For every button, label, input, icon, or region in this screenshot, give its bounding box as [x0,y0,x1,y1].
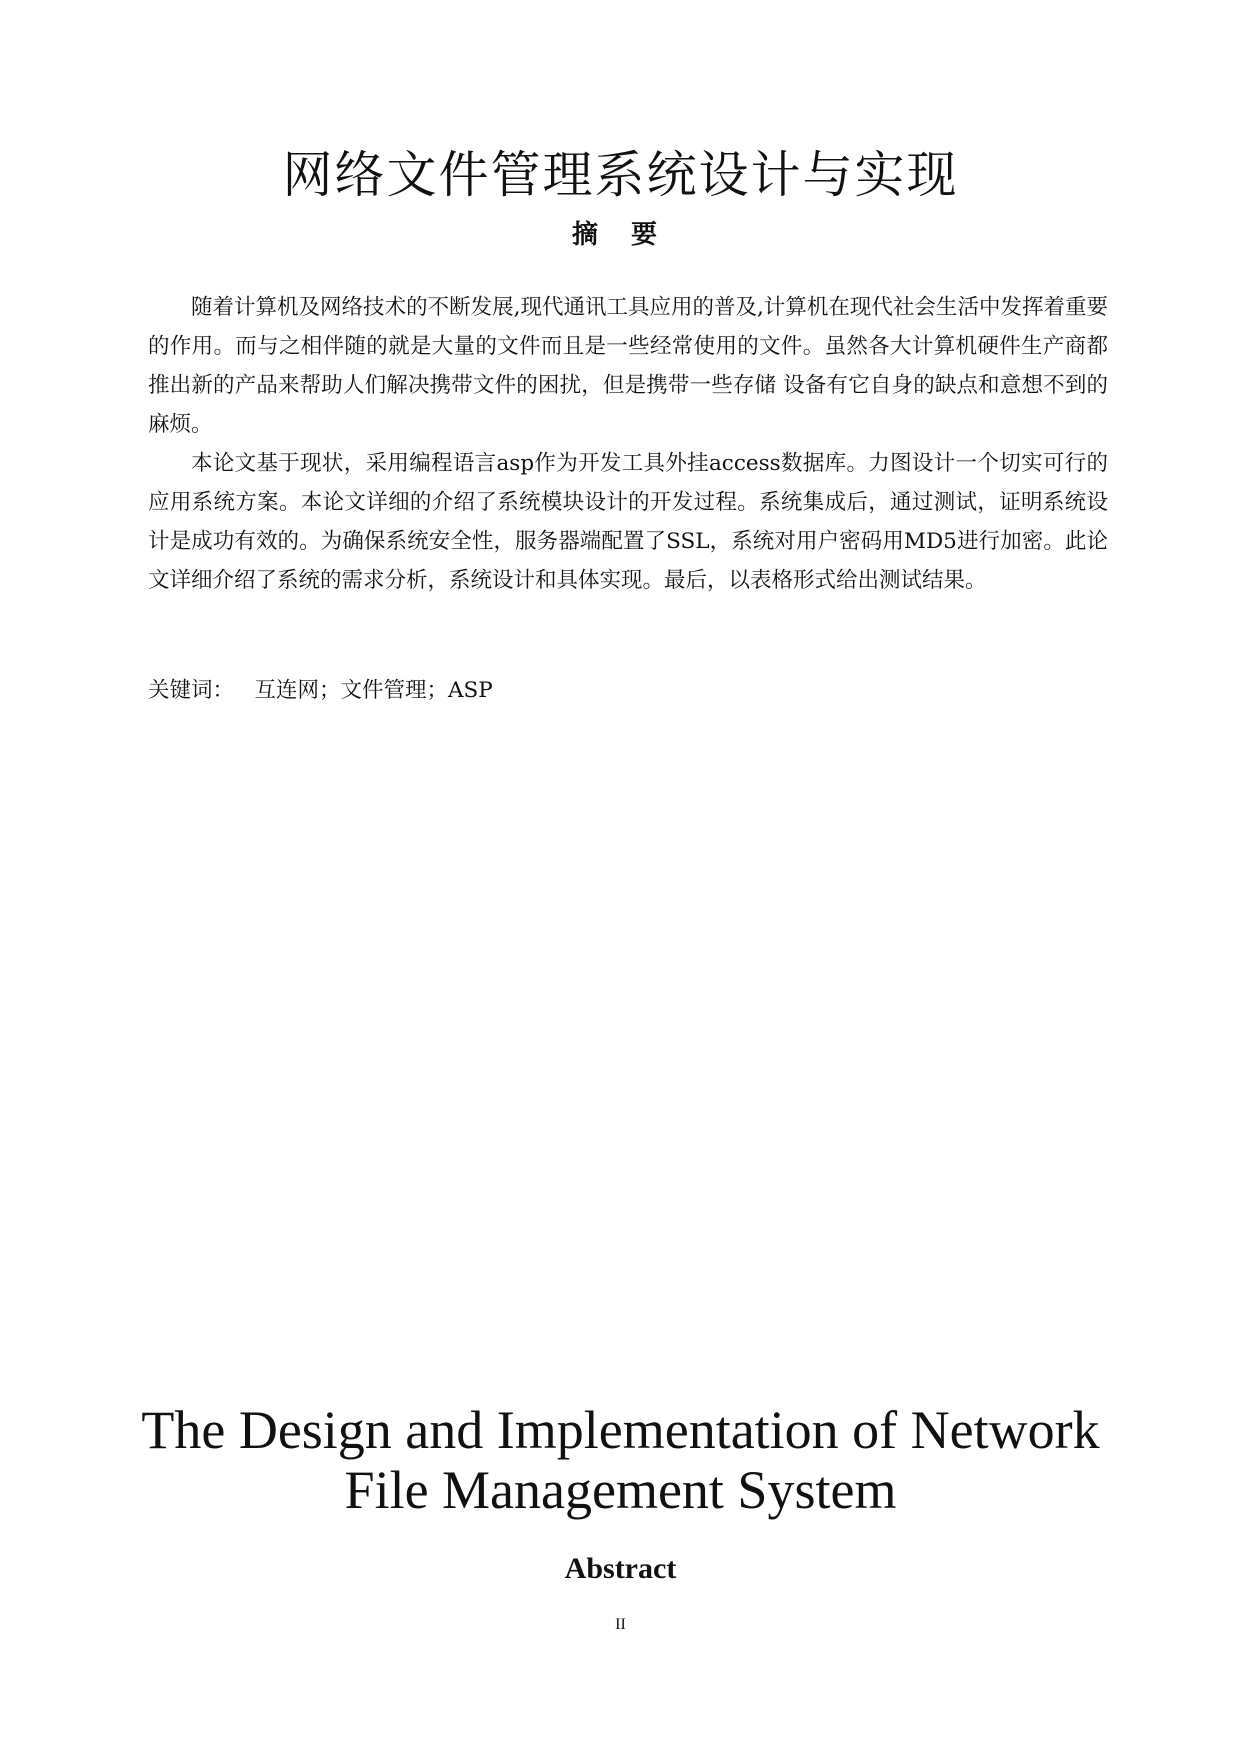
chinese-title: 网络文件管理系统设计与实现 [282,146,959,204]
english-title-line-1: The Design and Implementation of Network [141,1400,1100,1460]
page-number: II [615,1616,626,1633]
english-abstract-heading: Abstract [564,1552,677,1585]
english-title-line-2: File Management System [344,1460,897,1520]
keywords-label: 关键词： [148,678,235,703]
chinese-abstract-body [148,288,1108,600]
abstract-paragraph-2: 本论文基于现状，采用编程语言asp作为开发工具外挂access数据库。力图设计一个切实可行的应用系统方案。本论文详细的介绍了系统模块设计的开发过程。系统集成后，通过测试，证明系统设计是成功有效的。为确保系统安全性，服务器端配置了SSL，系统对用户密码用MD5进行加密。此论文详细介绍了系统的需求分析，系统设计和具体实现。最后，以表格形式给出测试结果。 [148,451,1108,593]
english-title [0,1400,1241,1520]
chinese-abstract-heading: 摘 要 [571,220,670,250]
abstract-paragraph-1: 随着计算机及网络技术的不断发展,现代通讯工具应用的普及,计算机在现代社会生活中发挥着重要的作用。而与之相伴随的就是大量的文件而且是一些经常使用的文件。虽然各大计算机硬件生产商都推出新的产品来帮助人们解决携带文件的困扰，但是携带一些存储 设备有它自身的缺点和意想不到的麻烦。 [148,295,1108,437]
keywords-line [148,680,493,702]
keywords-value: 互连网；文件管理；ASP [254,678,493,703]
